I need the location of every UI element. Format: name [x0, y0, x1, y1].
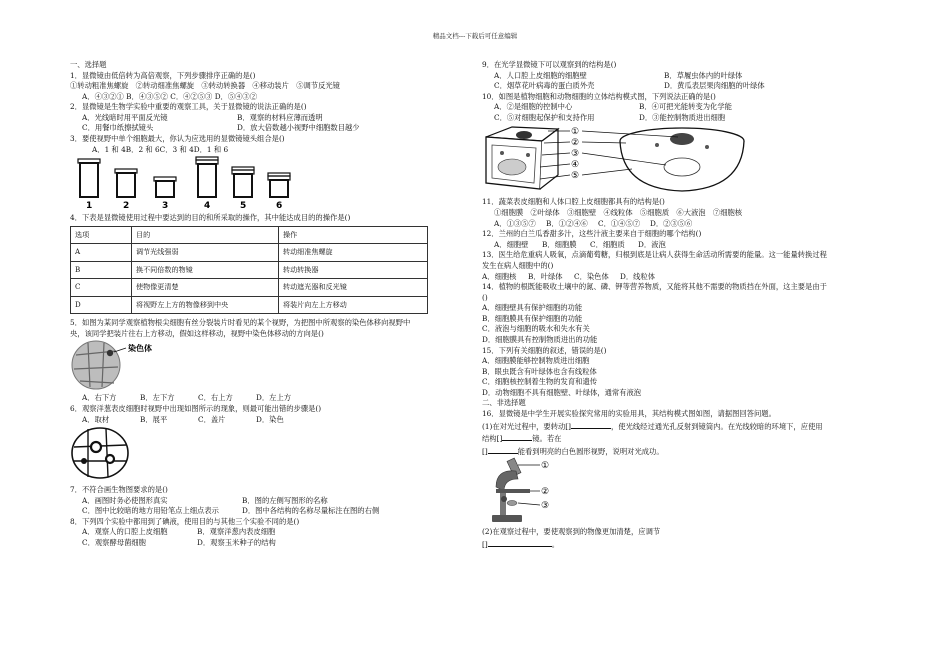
q7-option-d[interactable]: D．图中各结构的名称尽量标注在图的右侧	[242, 506, 380, 516]
q5-option-a[interactable]: A．右下方	[82, 393, 117, 403]
q16-blank-4[interactable]	[488, 538, 552, 547]
q9-options-row1	[482, 71, 882, 82]
table-cell: 转动遮光器和反光镜	[279, 279, 428, 297]
structure-label-1: ①	[571, 127, 580, 138]
structure-label-4: ④	[571, 160, 580, 171]
q5-stem-2: 央，该同学把装片往右上方移动，假如这样移动，视野中染色体移动的方向是()	[70, 328, 324, 338]
q16-part1-line3	[482, 445, 882, 458]
q12-options	[482, 240, 882, 251]
q12-option-a[interactable]: A．细胞壁	[494, 239, 529, 249]
structure-label-5: ⑤	[571, 171, 580, 182]
q10-option-d[interactable]: D．③能控制物质进出细胞	[639, 112, 726, 122]
q3-options[interactable]: A．1 和 4B．2 和 6C．3 和 4D．1 和 6	[92, 144, 229, 154]
q11-stem: 11．蔬菜表皮细胞和人体口腔上皮细胞都具有的结构是()	[482, 197, 665, 207]
q6-option-d[interactable]: D．染色	[256, 414, 284, 424]
q16-p1-text-d: 镜。若在	[532, 434, 562, 444]
q7-options-row2	[70, 506, 465, 517]
q6-option-a[interactable]: A．取材	[82, 414, 110, 424]
q10-options-row1	[482, 102, 882, 113]
q14-stem-1: 14．植物的根既能吸收土壤中的氮、磷、钾等营养物质，又能将其他不需要的物质挡在外面，这主要是由于	[482, 282, 827, 292]
microscope-label-2: ②	[541, 487, 550, 498]
table-cell: 将视野左上方的物像移到中央	[132, 296, 279, 314]
q15-option-b[interactable]: B．眼虫既含有叶绿体也含有线粒体	[482, 366, 597, 376]
q15-option-c[interactable]: C．细胞核控制着生物的发育和遗传	[482, 377, 598, 387]
table-header-row	[71, 226, 428, 244]
q8-options-row2	[70, 538, 465, 549]
q11-options	[482, 219, 882, 230]
q4-table	[70, 226, 428, 315]
q12-option-b[interactable]: B．细胞膜	[542, 239, 577, 249]
page-header: 精品文档---下载后可任意编辑	[432, 32, 518, 40]
table-cell: D	[71, 296, 132, 314]
section-title-nonchoice: 二、非选择题	[482, 398, 526, 408]
q1-option-a[interactable]: A．④③②①	[82, 91, 124, 101]
table-row[interactable]	[71, 296, 428, 314]
q7-options-row1	[70, 496, 465, 507]
q2-options-row1	[70, 113, 465, 124]
q5-option-c[interactable]: C．右上方	[198, 393, 233, 403]
q7-option-a[interactable]: A．画图时务必使图形真实	[82, 495, 168, 505]
microscope-label-3: ③	[541, 501, 550, 512]
lens-figure	[70, 155, 310, 211]
lens-label-1: 1	[86, 201, 93, 212]
q13-options	[482, 272, 882, 283]
q14-option-b[interactable]: B．细胞膜具有保护细胞的功能	[482, 313, 583, 323]
q13-option-d[interactable]: D．线粒体	[620, 271, 656, 281]
right-column	[482, 60, 882, 551]
lens-label-5: 5	[240, 201, 247, 212]
lens-4-icon	[196, 157, 218, 197]
cell-structure-figure	[482, 123, 752, 195]
q16-p2-text-b: []	[482, 539, 488, 549]
q11-option-c[interactable]: C．①④⑤⑦	[598, 218, 641, 228]
air-bubble-icon	[106, 455, 114, 463]
table-cell: 换不同倍数的物镜	[132, 261, 279, 279]
q7-option-b[interactable]: B．图的左侧写图形的名称	[242, 495, 328, 505]
q16-p1-text-f: 能看到明亮的白色圆形视野，说明对光成功。	[517, 446, 664, 456]
q8-stem: 8．下列四个实验中都用到了碘液，使用目的与其他三个实验不同的是()	[70, 516, 300, 526]
q16-p2-text-c: 。	[551, 539, 559, 549]
structure-label-2: ②	[571, 138, 580, 149]
section-title-choice: 一、选择题	[70, 60, 107, 69]
q16-part1-line1	[482, 420, 882, 433]
q6-stem: 6．观察洋葱表皮细胞时视野中出现如图所示的现象，则最可能出错的步骤是()	[70, 404, 322, 414]
lens-2-icon	[115, 169, 137, 197]
table-row[interactable]	[71, 279, 428, 297]
q16-p1-text-b: ，使光线经过通光孔反射到镜筒内。在光线较暗的环境下，应使用	[611, 421, 823, 431]
q2-options-row2	[70, 123, 465, 134]
q16-stem: 16．显微镜是中学生开展实验探究常用的实验用具，其结构模式图如图，请据图回答问题。	[482, 409, 776, 419]
lens-label-3: 3	[162, 201, 169, 212]
q11-items: ①细胞膜 ②叶绿体 ③细胞壁 ④线粒体 ⑤细胞质 ⑥大液泡 ⑦细胞核	[494, 208, 743, 218]
q14-stem-2: ()	[482, 292, 488, 302]
q12-option-d[interactable]: D．液泡	[638, 239, 666, 249]
q1-stem: 1．显微镜由低倍转为高倍观察，下列步骤排序正确的是()	[70, 70, 256, 80]
microscope-icon	[492, 458, 530, 522]
table-cell: 调节光线强弱	[132, 244, 279, 262]
q9-option-c[interactable]: C．烟草花叶病毒的蛋白质外壳	[494, 81, 595, 91]
structure-label-3: ③	[571, 149, 580, 160]
lens-6-icon	[268, 173, 290, 197]
q8-option-b[interactable]: B．观察洋葱内表皮细胞	[197, 527, 276, 537]
q6-option-b[interactable]: B．展平	[140, 414, 168, 424]
q7-stem: 7．不符合画生物图要求的是()	[70, 485, 168, 495]
q16-part2-line2	[482, 538, 882, 551]
q16-part1-line2	[482, 432, 882, 445]
chromosome-label: 染色体	[128, 344, 152, 354]
q2-option-c[interactable]: C．用餐巾纸擦拭镜头	[82, 123, 154, 133]
q12-stem: 12．兰州的白兰瓜香甜多汁，这些汁液主要来自于细胞的哪个结构()	[482, 229, 702, 239]
microscope-figure	[482, 457, 602, 525]
q5-option-d[interactable]: D．左上方	[256, 393, 292, 403]
table-cell: B	[71, 261, 132, 279]
air-bubble-icon	[91, 442, 101, 452]
q1-steps: ①转动粗准焦螺旋 ②转动细准焦螺旋 ③转动转换器 ④移动装片 ⑤调节反光镜	[70, 81, 340, 91]
q16-part2-line1: (2)在观察过程中，要使观察到的物像更加清楚，应调节	[482, 527, 661, 537]
q14-option-c[interactable]: C．液泡与细胞的吸水和失水有关	[482, 324, 590, 334]
q2-option-d[interactable]: D．放大倍数越小视野中细胞数目越少	[237, 123, 360, 133]
q16-blank-1[interactable]	[571, 420, 611, 429]
table-header: 选项	[71, 226, 132, 244]
table-cell: 转动细准焦螺旋	[279, 244, 428, 262]
q13-option-b[interactable]: B．叶绿体	[528, 271, 563, 281]
q13-stem-1: 13．医生给危重病人吸氧，点滴葡萄糖，归根到底是让病人获得生命活动所需要的能量。这一能量转换过程	[482, 250, 827, 260]
q15-option-d[interactable]: D．动物细胞不具有细胞壁、叶绿体，通常有液泡	[482, 387, 642, 397]
q10-options-row2	[482, 113, 882, 124]
q10-option-a[interactable]: A．②是细胞的控制中心	[494, 102, 573, 112]
q16-p1-text-c: 结构[]	[482, 434, 503, 444]
onion-cell-figure	[70, 425, 190, 481]
q13-option-c[interactable]: C．染色体	[574, 271, 609, 281]
q11-option-b[interactable]: B．①②④⑥	[546, 218, 588, 228]
q15-option-a[interactable]: A．细胞膜能够控制物质进出细胞	[482, 356, 590, 366]
microscope-label-1: ①	[541, 461, 550, 472]
q1-option-b[interactable]: B．④③⑤②	[126, 91, 168, 101]
q16-p1-text-a: (1)在对光过程中，要转动[]	[482, 421, 571, 431]
chromosome-figure	[70, 339, 190, 391]
q13-stem-2: 发生在病人细胞中的()	[482, 260, 554, 270]
q1-options	[70, 92, 465, 103]
q6-options	[70, 415, 465, 426]
q1-option-c[interactable]: C．④②⑤③	[170, 91, 213, 101]
table-row[interactable]	[71, 244, 428, 262]
lens-label-2: 2	[123, 201, 130, 212]
q16-p1-text-e: []	[482, 446, 488, 456]
q11-option-d[interactable]: D．②③⑤⑥	[650, 218, 693, 228]
q4-stem: 4．下表是显微镜使用过程中要达到的目的和所采取的操作，其中能达成目的的操作是()	[70, 213, 351, 223]
q10-option-c[interactable]: C．⑤对细胞起保护和支持作用	[494, 112, 595, 122]
chromosome-pointer-line	[114, 348, 126, 352]
table-header: 操作	[279, 226, 428, 244]
q6-option-c[interactable]: C．盖片	[198, 414, 226, 424]
lens-5-icon	[232, 167, 254, 197]
q8-option-c[interactable]: C．观察酵母菌细胞	[82, 538, 146, 548]
lens-label-6: 6	[276, 201, 283, 212]
q2-stem: 2．显微镜是生物学实验中重要的观察工具，关于显微镜的说法正确的是()	[70, 102, 307, 112]
lens-label-4: 4	[204, 201, 211, 212]
left-column	[70, 60, 465, 549]
animal-cell-icon	[620, 128, 744, 191]
q1-option-d[interactable]: D．⑤④③②	[214, 91, 258, 101]
lens-1-icon	[78, 159, 100, 197]
q8-options-row1	[70, 527, 465, 538]
q8-option-a[interactable]: A．观察人的口腔上皮细胞	[82, 527, 168, 537]
q12-option-c[interactable]: C．细胞质	[590, 239, 625, 249]
q14-option-a[interactable]: A．细胞壁具有保护细胞的功能	[482, 303, 583, 313]
table-header: 目的	[132, 226, 279, 244]
table-cell: 将装片向左上方移动	[279, 296, 428, 314]
q5-options	[70, 393, 465, 404]
q2-option-a[interactable]: A．光线暗时用平面反光镜	[82, 112, 168, 122]
q11-option-a[interactable]: A．①③⑤⑦	[494, 218, 536, 228]
q14-option-d[interactable]: D．细胞膜具有控制物质进出的功能	[482, 334, 598, 344]
q9-option-d[interactable]: D．黄瓜表层果肉细胞的叶绿体	[664, 81, 765, 91]
q13-option-a[interactable]: A．细胞核	[482, 271, 517, 281]
table-cell: A	[71, 244, 132, 262]
q10-option-b[interactable]: B．④可把光能转变为化学能	[639, 102, 732, 112]
plant-cell-icon	[486, 127, 558, 189]
table-cell: 使物像更清楚	[132, 279, 279, 297]
q7-option-c[interactable]: C．图中比较暗的地方用铅笔点上细点表示	[82, 506, 219, 516]
q9-option-b[interactable]: B．草履虫体内的叶绿体	[664, 70, 743, 80]
q9-option-a[interactable]: A．人口腔上皮细胞的细胞壁	[494, 70, 587, 80]
table-cell: C	[71, 279, 132, 297]
q5-option-b[interactable]: B．左下方	[140, 393, 175, 403]
q9-stem: 9．在光学显微镜下可以观察到的结构是()	[482, 60, 617, 69]
q16-blank-3[interactable]	[488, 445, 518, 454]
table-row[interactable]	[71, 261, 428, 279]
q3-stem: 3．要使视野中单个细胞最大，你认为应选用的显微镜镜头组合是()	[70, 134, 285, 144]
q9-options-row2	[482, 81, 882, 92]
q15-stem: 15．下列有关细胞的叙述，错误的是()	[482, 345, 607, 355]
q2-option-b[interactable]: B．观察的材料应薄而透明	[237, 112, 323, 122]
q5-stem-1: 5．如图为某同学观察植物根尖细胞有丝分裂装片时看见的某个视野，为把图中所观察的染色体移向视野中	[70, 318, 411, 328]
table-cell: 转动转换器	[279, 261, 428, 279]
q10-stem: 10．如图是植物细胞和动物细胞的立体结构模式图，下列说法正确的是()	[482, 91, 716, 101]
lens-3-icon	[154, 177, 176, 197]
q8-option-d[interactable]: D．观察玉米种子的结构	[197, 538, 276, 548]
q16-blank-2[interactable]	[502, 432, 532, 441]
